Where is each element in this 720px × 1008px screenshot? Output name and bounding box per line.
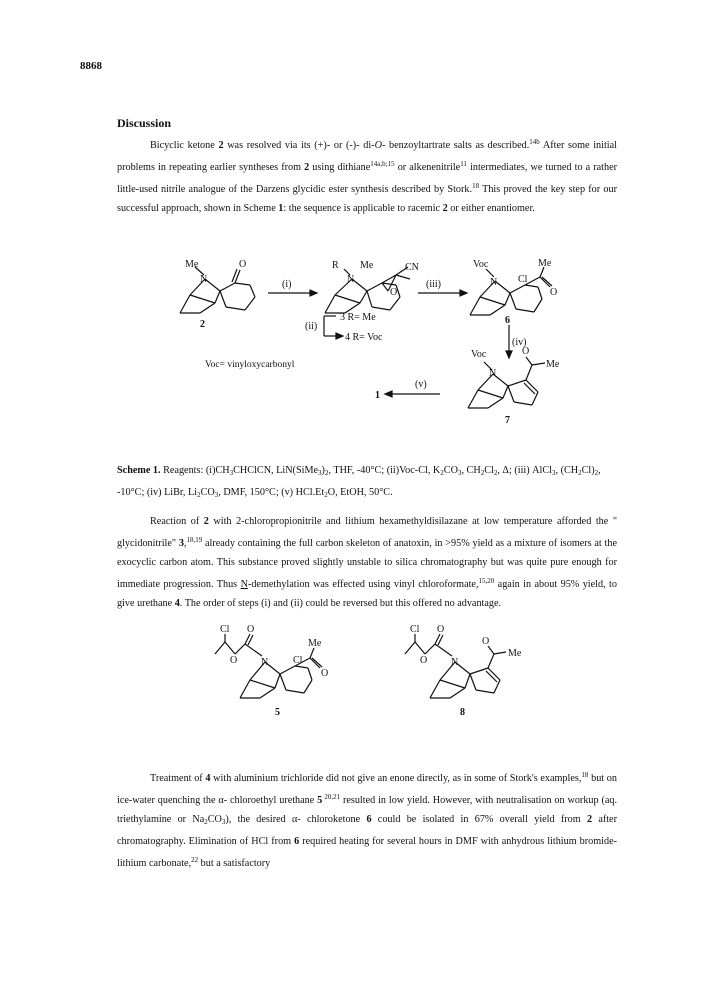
compound-3-cn: CN <box>405 262 419 273</box>
compound-5-structure <box>215 634 322 698</box>
step-iii-label: (iii) <box>426 279 441 290</box>
compound-5-label: 5 <box>275 707 280 718</box>
compound-3-4-structure <box>325 267 410 313</box>
compound-6-n: N <box>490 277 498 288</box>
paragraph-3: Treatment of 4 with aluminium trichloride did not give an enone directly, as in some of Stork's examples,$^{18}$ but on ice-water quenching the α- chloroethyl urethane 5 $^{20,21}$ resulted in low yield. However, with neutralisation on workup (aq. triethylamine or $Na_2CO_3$), the desired α- chloroketone 6 could be isolated in 67% overall yield from 2 after chromatography. Elimination of HCl from 6 required heating for several hours in DMF with anhydrous lithium bromide-lithium carbonate,$^{22}$ but a satisfactory <box>117 771 618 869</box>
compound-6-voc: Voc <box>473 259 489 270</box>
compound-8-o-carbonyl: O <box>437 624 445 635</box>
compound-5-cl: Cl <box>220 624 230 635</box>
compound-8-n: N <box>451 657 459 668</box>
compound-2-n: N <box>200 274 208 285</box>
structures-5-8 <box>180 620 580 750</box>
step-v-label: (v) <box>415 379 427 390</box>
compound-2-structure <box>180 267 255 313</box>
compound-7-label: 7 <box>505 415 510 426</box>
compound-2-o: O <box>239 259 247 270</box>
compound-6-label: 6 <box>505 315 510 326</box>
compound-7-me: Me <box>546 359 560 370</box>
compound-7-structure <box>468 357 545 408</box>
compound-2-me: Me <box>185 259 199 270</box>
compound-5-me: Me <box>308 638 322 649</box>
compound-3-o: O <box>390 287 398 298</box>
compound-8-label: 8 <box>460 707 465 718</box>
compound-8-o-ketone: O <box>482 636 490 647</box>
compound-6-o: O <box>550 287 558 298</box>
compound-5-cl2: Cl <box>293 655 303 666</box>
scheme-1 <box>160 255 560 460</box>
compound-3-n: N <box>347 274 355 285</box>
section-heading: Discussion <box>117 116 172 130</box>
compound-6-structure <box>470 267 552 315</box>
compound-8-o-ester: O <box>420 655 428 666</box>
compound-5-o-ester: O <box>230 655 238 666</box>
compound-5-o-ketone: O <box>321 668 329 679</box>
compound-6-cl: Cl <box>518 274 528 285</box>
paragraph-1: Bicyclic ketone 2 was resolved via its (+)- or (-)- di-O- benzoyltartrate salts as described.$^{14b}$ After some initial problems in repeating earlier syntheses from 2 using dithiane$^{14a,b;15}$ or alkenenitrile$^{11}$ intermediates, we turned to a rather little-used nitrile analogue of the Darzens glycidic ester synthesis described by Stork.$^{18}$ This proved the key step for our successful approach, shown in Scheme 1: the sequence is applicable to racemic 2 or either enantiomer. <box>117 138 617 214</box>
compound-3-label: 3 R= Me <box>340 312 376 323</box>
compound-7-n: N <box>489 368 497 379</box>
compound-8-cl: Cl <box>410 624 420 635</box>
compound-5-o-carbonyl: O <box>247 624 255 635</box>
compound-7-o: O <box>522 346 530 357</box>
paragraph-2: Reaction of 2 with 2-chloropropionitrile and lithium hexamethyldisilazane at low temperature afforded the " glycidonitrile" 3,$^{18,19}$ already containing the full carbon skeleton of anatoxin, in >95% yield as a mixture of isomers at the exocyclic carbon atom. This substance proved slightly unstable to silica chromatography but was quite pure enough for immediate progression. Thus N-demethylation was effected using vinyl chloroformate,$^{15,20}$ again in about 95% yield, to give urethane 4. The order of steps (i) and (ii) could be reversed but this offered no advantage. <box>117 516 617 609</box>
compound-2-label: 2 <box>200 319 205 330</box>
page-number: 8868 <box>80 60 102 72</box>
compound-1-label: 1 <box>375 390 380 401</box>
compound-5-n: N <box>261 657 269 668</box>
compound-3-r: R <box>332 260 339 271</box>
scheme-1-caption: Scheme 1. Reagents: $(i)CH_3CHClCN$, $LiN(SiMe_3)_2$, THF, -40°C; (ii)Voc-Cl, $K_2CO_3$, $CH_2Cl_2$, Δ; (iii) AlCl$_3$, $(CH_2Cl)_2$, -10°C; (iv) LiBr, $Li_2CO_3$, DMF, 150°C; (v) $HCl.Et_2O$, EtOH, 50°C. <box>117 465 601 499</box>
compound-8-me: Me <box>508 648 522 659</box>
step-ii-label: (ii) <box>305 321 318 332</box>
step-i-label: (i) <box>282 279 292 290</box>
compound-6-me: Me <box>538 258 552 269</box>
step-iv-label: (iv) <box>512 337 527 348</box>
compound-7-voc: Voc <box>471 349 487 360</box>
voc-definition: Voc= vinyloxycarbonyl <box>205 360 295 370</box>
compound-4-label: 4 R= Voc <box>345 332 383 343</box>
compound-3-me: Me <box>360 260 374 271</box>
